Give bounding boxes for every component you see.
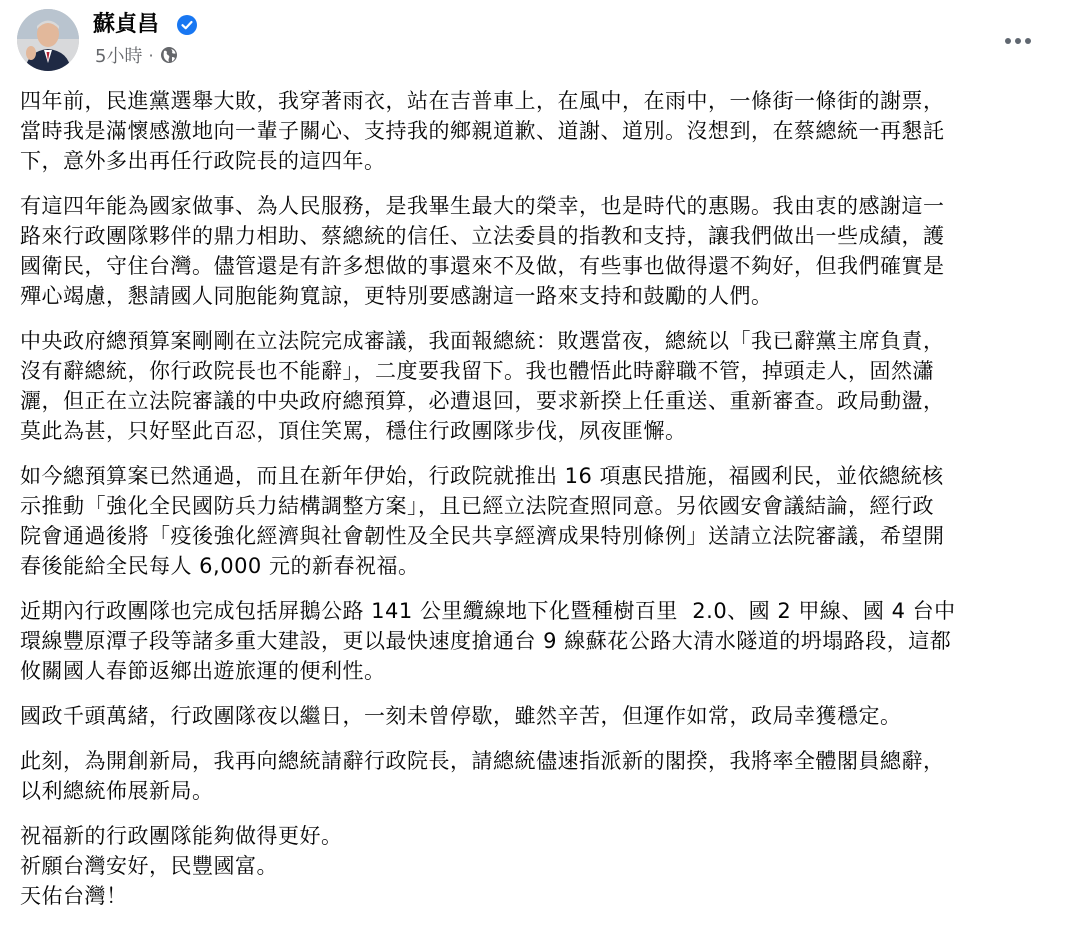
post-paragraph: 如今總預算案已然通過，而且在新年伊始，行政院就推出 16 項惠民措施，福國利民，並依總統核 示推動「強化全民國防兵力結構調整方案」，且已經立法院查照同意。另依國安會議結論，經行政 院會通過後將「疫後強化經濟與社會韌性及全民共享經濟成果特別條例」送請立法院審議，希望開 春後能給全民每人 6,000 元的新春祝福。 (20, 464, 945, 578)
meta-separator: · (148, 45, 154, 65)
post-paragraph: 四年前，民進黨選舉大敗，我穿著雨衣，站在吉普車上，在風中，在雨中，一條街一條街的謝票， 當時我是滿懷感激地向一輩子關心、支持我的鄉親道歉、道謝、道別。沒想到，在蔡總統一再懇託 下，意外多出再任行政院長的這四年。 (20, 89, 945, 173)
post-header (17, 9, 1046, 73)
verified-badge-icon (177, 15, 197, 35)
post-body (20, 86, 1054, 926)
post-paragraph: 此刻，為開創新局，我再向總統請辭行政院長，請總統儘速指派新的閣揆，我將率全體閣員總辭， 以利總統佈展新局。 (20, 749, 945, 803)
post-timestamp[interactable]: 5小時 (95, 46, 143, 67)
avatar[interactable] (17, 9, 79, 71)
post-paragraph: 有這四年能為國家做事、為人民服務，是我畢生最大的榮幸，也是時代的惠賜。我由衷的感謝這一 路來行政團隊夥伴的鼎力相助、蔡總統的信任、立法委員的指教和支持，讓我們做出一些成績，護 國衛民，守住台灣。儘管還是有許多想做的事還來不及做，有些事也做得還不夠好，但我們確實是 殫心竭慮，懇請國人同胞能夠寬諒，更特別要感謝這一路來支持和鼓勵的人們。 (20, 194, 945, 308)
more-dot (1025, 38, 1031, 44)
post-paragraph: 國政千頭萬緒，行政團隊夜以繼日，一刻未曾停歇，雖然辛苦，但運作如常，政局幸獲穩定。 (20, 704, 902, 728)
avatar-photo (17, 9, 79, 71)
post-paragraph: 中央政府總預算案剛剛在立法院完成審議，我面報總統：敗選當夜，總統以「我已辭黨主席負責， 沒有辭總統，你行政院長也不能辭」，二度要我留下。我也體悟此時辭職不管，掉頭走人，固然瀟 灑，但正在立法院審議的中央政府總預算，必遭退回，要求新揆上任重送、重新審查。政局動盪， 莫此為甚，只好堅此百忍，頂住笑罵，穩住行政團隊步伐，夙夜匪懈。 (20, 329, 945, 443)
globe-icon[interactable] (160, 46, 178, 64)
post-paragraph: 祝福新的行政團隊能夠做得更好。 祈願台灣安好，民豐國富。 天佑台灣！ (20, 824, 343, 908)
more-dot (1015, 38, 1021, 44)
more-dot (1005, 38, 1011, 44)
more-options-icon[interactable] (998, 21, 1038, 61)
post-paragraph: 近期內行政團隊也完成包括屏鵝公路 141 公里纜線地下化暨種樹百里 2.0、國 2 甲線、國 4 台中 環線豐原潭子段等諸多重大建設，更以最快速度搶通台 9 線蘇花公路大清水隧道的坍塌路段，這都 攸關國人春節返鄉出遊旅運的便利性。 (20, 599, 956, 683)
post-meta (95, 43, 178, 67)
author-name[interactable]: 蘇貞昌 (93, 12, 160, 37)
